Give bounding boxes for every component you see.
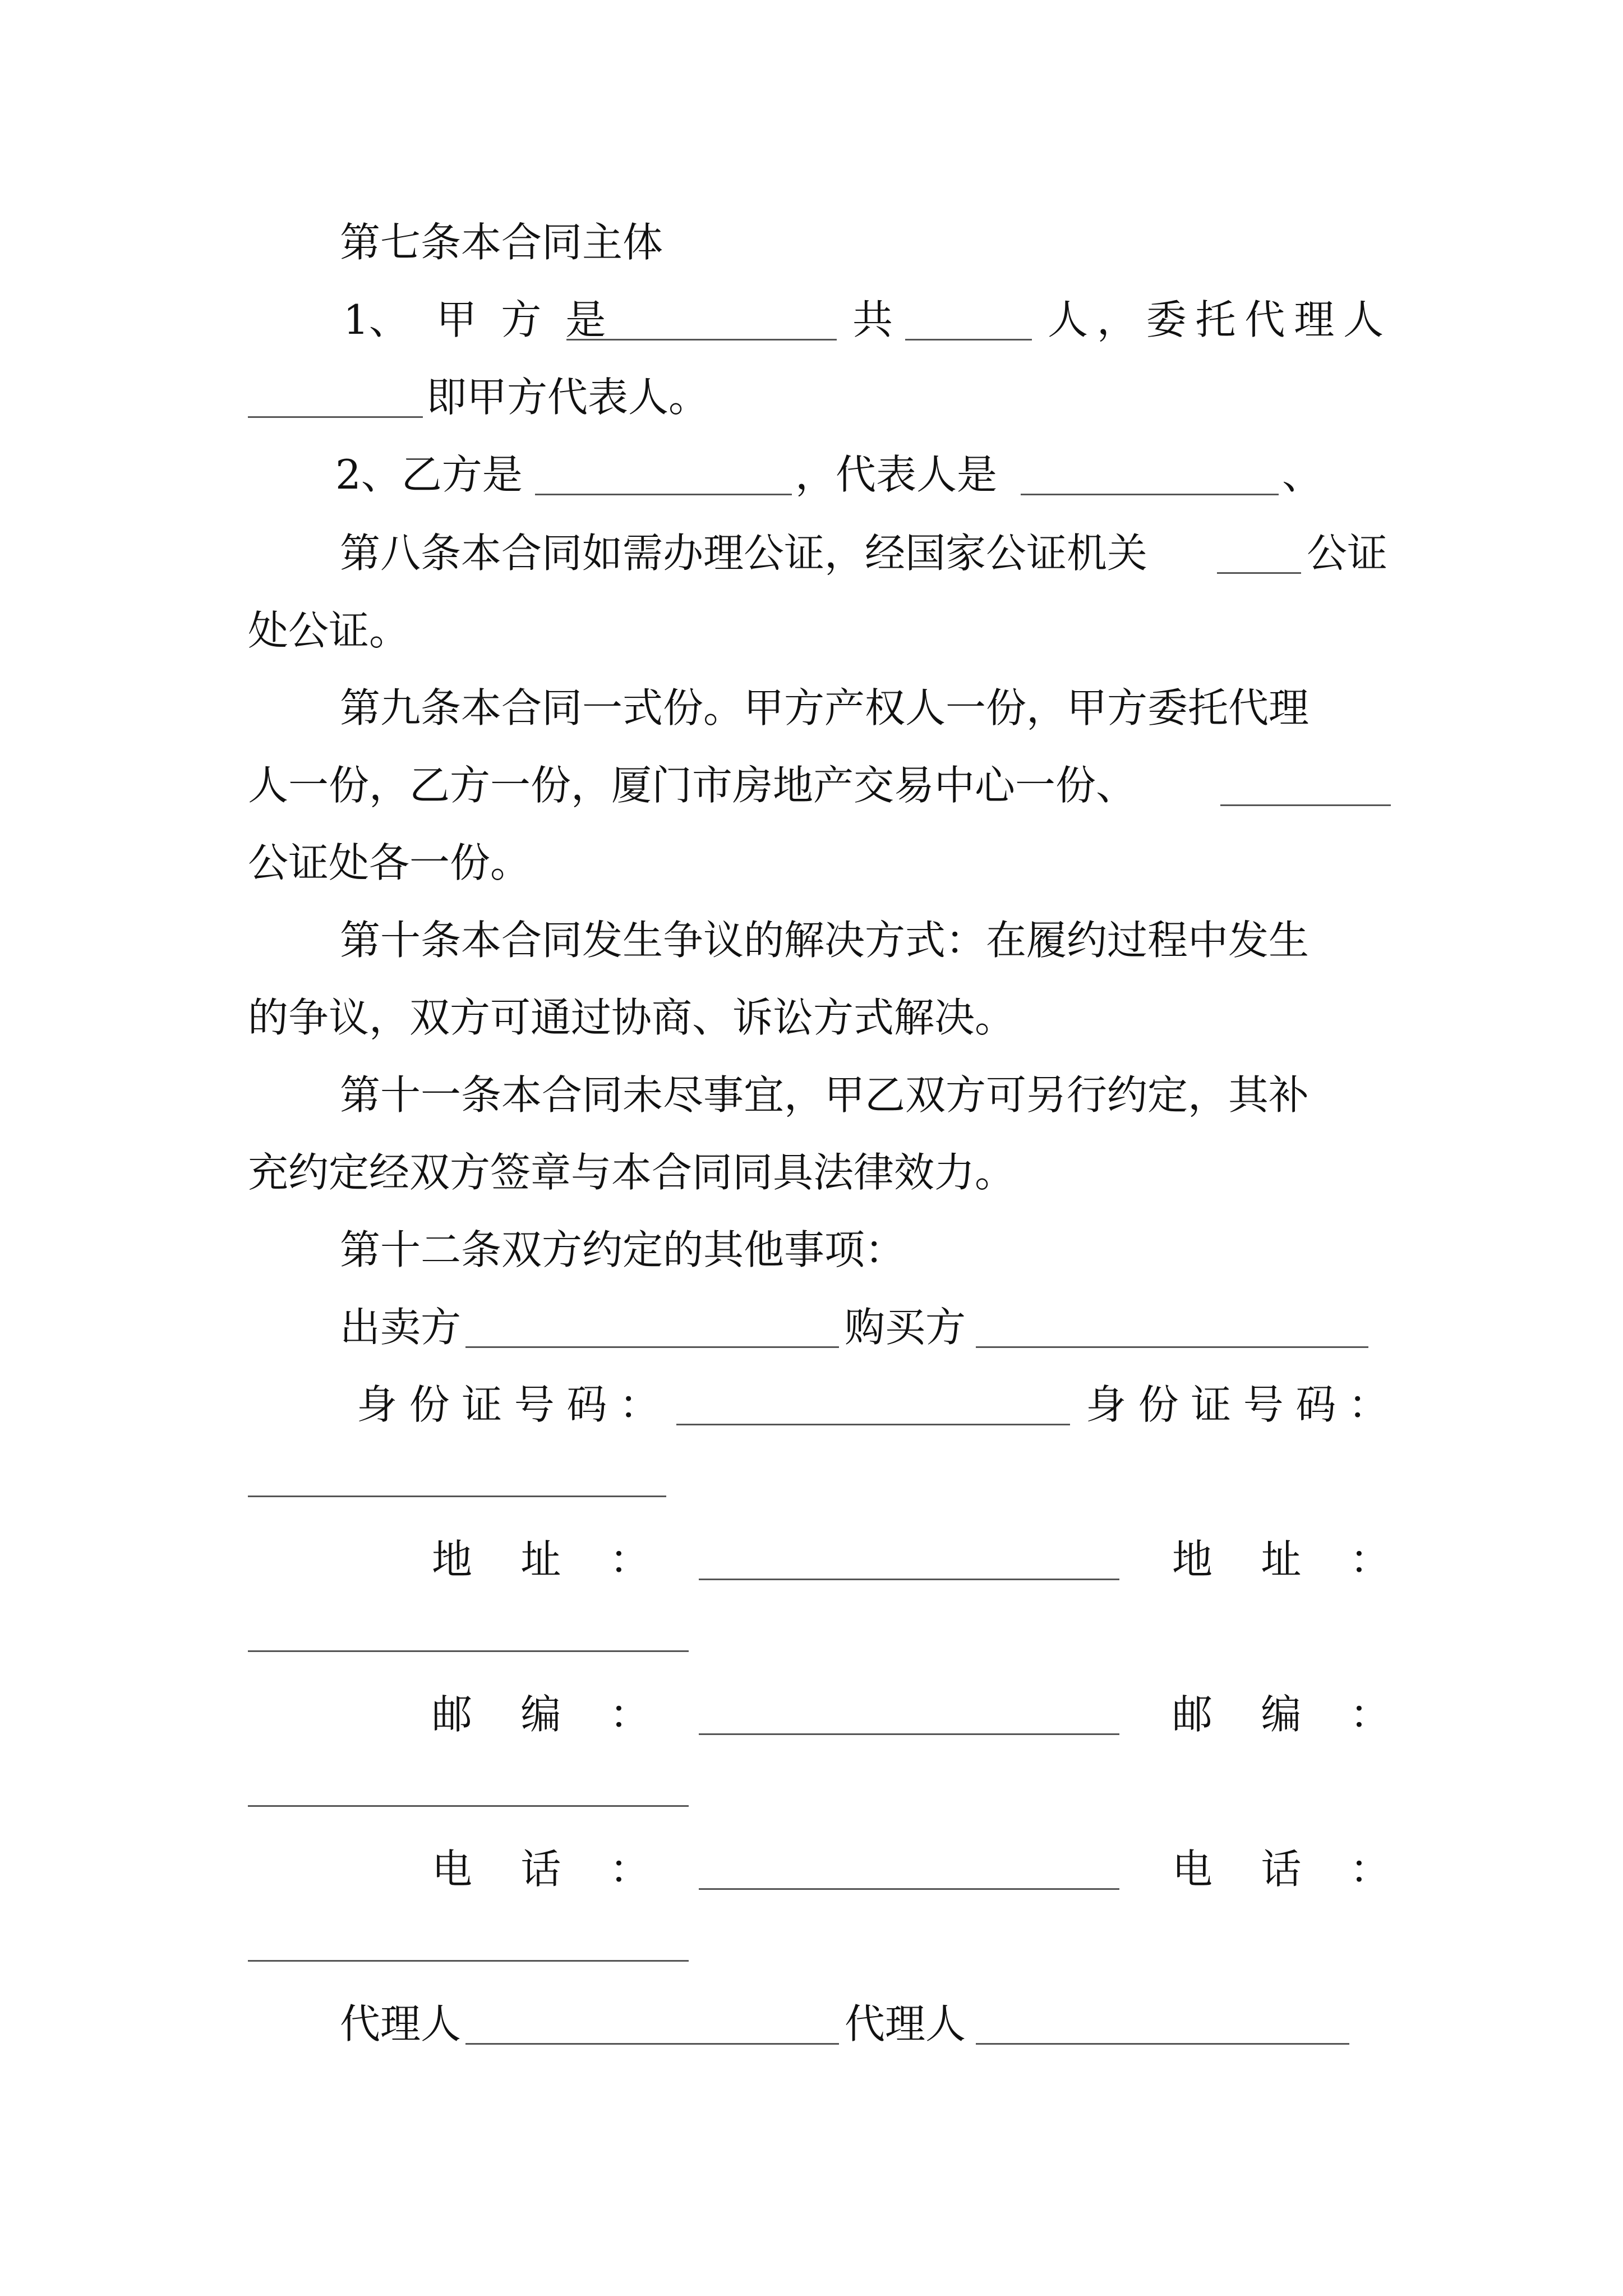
buyer-phone-blank[interactable] — [248, 1960, 689, 1962]
article11-line1: 第十一条本合同未尽事宜，甲乙双方可另行约定，其补 — [340, 1071, 1310, 1119]
party-a-name-blank[interactable] — [566, 339, 837, 341]
seller-phone-blank[interactable] — [699, 1888, 1119, 1890]
seller-id-label: 身份证号码： — [357, 1381, 672, 1428]
seller-id-blank[interactable] — [676, 1424, 1070, 1425]
seller-postcode-label: 邮编： — [432, 1691, 699, 1738]
buyer-label: 购买方 — [845, 1304, 966, 1351]
notary-office-blank[interactable] — [1217, 572, 1301, 574]
buyer-address-blank[interactable] — [248, 1650, 689, 1652]
notary-copy-blank[interactable] — [1220, 804, 1391, 806]
seller-address-label: 地址： — [432, 1536, 699, 1583]
buyer-blank[interactable] — [976, 1346, 1368, 1348]
article7-item2-party-b: 2、乙方是 — [335, 451, 523, 498]
article7-title: 第七条本合同主体 — [340, 219, 663, 266]
article7-item1-representative: 即甲方代表人。 — [426, 374, 709, 421]
buyer-agent-label: 代理人 — [845, 2000, 966, 2047]
buyer-phone-label: 电话： — [1172, 1846, 1439, 1893]
article7-item1-agent-label: 人，委托代理人 — [1048, 296, 1393, 343]
article8-line2: 处公证。 — [248, 607, 410, 654]
article7-item1-num: 1、 — [343, 296, 409, 343]
buyer-postcode-blank[interactable] — [248, 1805, 689, 1807]
buyer-postcode-label: 邮编： — [1172, 1691, 1439, 1738]
article7-item2-rep-label: ，代表人是 — [795, 451, 998, 498]
party-b-representative-blank[interactable] — [1021, 494, 1279, 495]
seller-address-blank[interactable] — [699, 1579, 1119, 1580]
article7-item1-count-label: 共 — [852, 296, 893, 343]
seller-phone-label: 电话： — [432, 1846, 699, 1893]
article9-line3: 公证处各一份。 — [248, 839, 531, 886]
article12-title: 第十二条双方约定的其他事项： — [340, 1226, 906, 1273]
buyer-id-label: 身份证号码： — [1086, 1381, 1401, 1428]
article10-line1: 第十条本合同发生争议的解决方式：在履约过程中发生 — [340, 917, 1310, 964]
buyer-address-label: 地址： — [1172, 1536, 1439, 1583]
article7-item1-party-a: 甲方是 — [436, 296, 630, 343]
seller-agent-label: 代理人 — [340, 2000, 462, 2047]
seller-agent-blank[interactable] — [465, 2043, 839, 2045]
article11-line2: 充约定经双方签章与本合同同具法律效力。 — [248, 1149, 1016, 1196]
buyer-agent-blank[interactable] — [976, 2043, 1349, 2045]
article9-line1: 第九条本合同一式份。甲方产权人一份，甲方委托代理 — [340, 684, 1310, 731]
party-a-agent-blank[interactable] — [248, 416, 423, 418]
seller-postcode-blank[interactable] — [699, 1733, 1119, 1735]
party-b-name-blank[interactable] — [535, 494, 792, 495]
buyer-id-blank[interactable] — [248, 1496, 666, 1497]
article10-line2: 的争议，双方可通过协商、诉讼方式解决。 — [248, 994, 1016, 1041]
seller-label: 出卖方 — [340, 1304, 462, 1351]
article8-line1-end: 公证 — [1307, 530, 1388, 577]
article8-line1: 第八条本合同如需办理公证，经国家公证机关 — [340, 530, 1148, 577]
party-a-count-blank[interactable] — [905, 339, 1032, 341]
seller-blank[interactable] — [465, 1346, 839, 1348]
article7-item2-end: 、 — [1282, 451, 1323, 498]
article9-line2: 人一份，乙方一份，厦门市房地产交易中心一份、 — [248, 762, 1137, 809]
